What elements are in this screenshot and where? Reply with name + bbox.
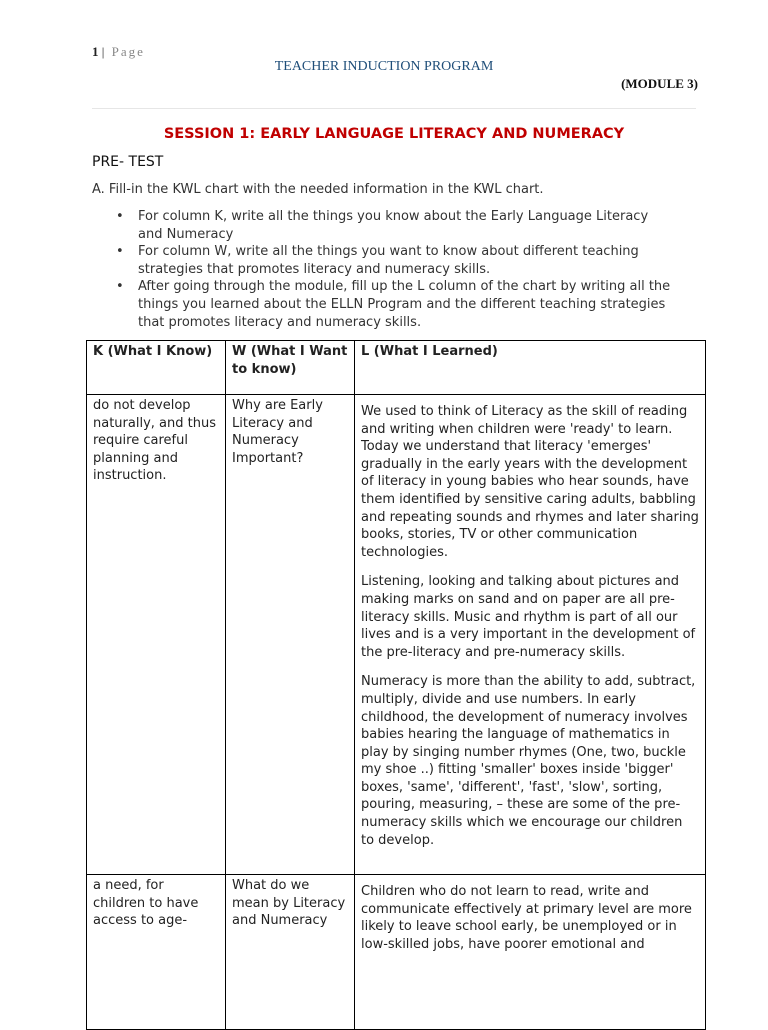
cell-l [355, 875, 706, 1030]
page-separator: | [101, 44, 105, 59]
learned-paragraph: Numeracy is more than the ability to add, subtract, multiply, divide and use numbers. In early childhood, the development of numeracy involves babies hearing the language of mathematics in play by singing number rhymes (One, two, buckle my shoe ..) fitting 'smaller' boxes inside 'bigger' boxes, 'same', 'different', 'fast', 'slow', sorting, pouring, measuring, – these are some of the pre-numeracy skills which we encourage our children to develop. [361, 674, 696, 848]
page-number [92, 44, 145, 60]
table-row [87, 875, 706, 1030]
cell-k: do not develop naturally, and thus require careful planning and instruction. [87, 395, 226, 875]
page-number-value: 1 [92, 44, 99, 59]
cell-w: What do we mean by Literacy and Numeracy [226, 875, 355, 1030]
session-title: SESSION 1: EARLY LANGUAGE LITERACY AND NUMERACY [163, 126, 625, 142]
learned-paragraph: Listening, looking and talking about pictures and making marks on sand and on paper are all pre-literacy skills. Music and rhythm is part of all our lives and is a very important in the development of the pre-literacy and pre-numeracy skills. [361, 574, 696, 660]
header-w: W (What I Want to know) [226, 341, 355, 395]
table-row [87, 395, 706, 875]
header-divider [92, 108, 696, 109]
bullet-item: • For column W, write all the things you want to know about different teaching strategies that promotes literacy and numeracy skills. [92, 243, 672, 278]
cell-l [355, 395, 706, 875]
bullet-item: • After going through the module, fill up the L column of the chart by writing all the things you learned about the ELLN Program and the different teaching strategies that promotes literacy and numeracy skills. [92, 278, 672, 331]
header-l: L (What I Learned) [355, 341, 706, 395]
pretest-heading: PRE- TEST [92, 154, 164, 170]
learned-paragraph: Children who do not learn to read, write and communicate effectively at primary level are more likely to leave school early, be unemployed or in low-skilled jobs, have poorer emotional and [361, 884, 692, 952]
kwl-chart [86, 340, 706, 1030]
module-label: (MODULE 3) [621, 76, 698, 91]
program-title: TEACHER INDUCTION PROGRAM [274, 59, 494, 74]
instruction-bullets [92, 208, 672, 331]
cell-k: a need, for children to have access to age- [87, 875, 226, 1030]
instruction-text: A. Fill-in the KWL chart with the needed information in the KWL chart. [92, 182, 544, 197]
header-k: K (What I Know) [87, 341, 226, 395]
page-label: Page [111, 44, 145, 59]
bullet-item: • For column K, write all the things you know about the Early Language Literacy and Numeracy [92, 208, 672, 243]
learned-paragraph: We used to think of Literacy as the skill of reading and writing when children were 'ready' to learn. Today we understand that literacy 'emerges' gradually in the early years with the development of literacy in young babies who hear sounds, have them identified by sensitive caring adults, babbling and repeating sounds and rhymes and later sharing books, stories, TV or other communication technologies. [361, 404, 699, 560]
cell-w: Why are Early Literacy and Numeracy Important? [226, 395, 355, 875]
